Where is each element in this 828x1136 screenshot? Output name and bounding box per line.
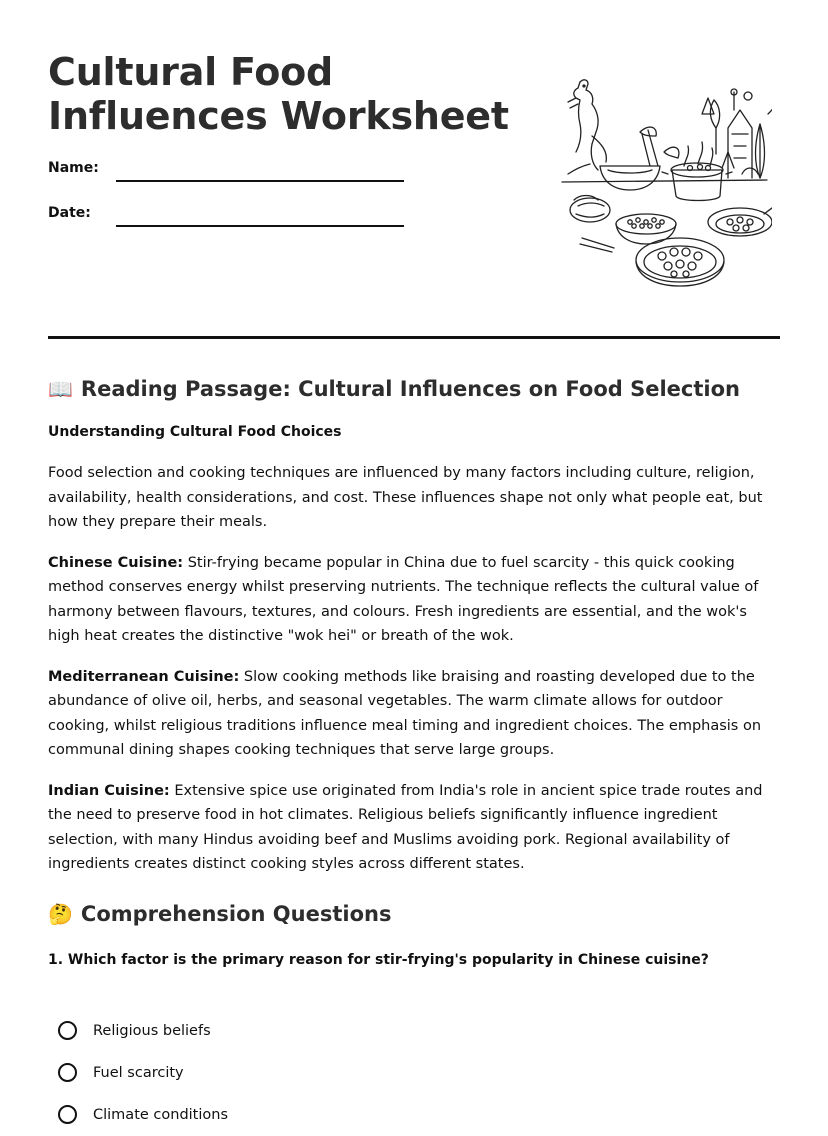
radio-button[interactable] [58, 1105, 77, 1124]
thinking-face-icon: 🤔 [48, 901, 73, 926]
comprehension-questions-heading [48, 897, 782, 931]
mediterranean-cuisine-label: Mediterranean Cuisine: [48, 668, 240, 685]
chinese-cuisine-label: Chinese Cuisine: [48, 554, 184, 571]
reading-intro-paragraph: Food selection and cooking techniques are influenced by many factors including culture, religion, availability, health considerations, and cost. These influences shape not only what people eat, but how they prepare their meals. [48, 465, 763, 530]
indian-cuisine-label: Indian Cuisine: [48, 782, 170, 799]
radio-button[interactable] [58, 1021, 77, 1040]
option-label: Fuel scarcity [93, 1064, 184, 1081]
option-label: Religious beliefs [93, 1022, 211, 1039]
name-field[interactable] [116, 180, 404, 182]
mediterranean-cuisine-paragraph [48, 665, 782, 763]
radio-button[interactable] [58, 1063, 77, 1082]
comprehension-questions-title: Comprehension Questions [80, 901, 392, 926]
reading-passage-title: Reading Passage: Cultural Influences on Food Selection [80, 377, 740, 401]
open-book-icon: 📖 [48, 377, 73, 401]
comprehension-questions-section [48, 897, 782, 1136]
worksheet-content [48, 372, 782, 1136]
question-1-text: 1. Which factor is the primary reason for stir-frying's popularity in Chinese cuisine? [48, 951, 709, 968]
name-label: Name: [48, 160, 99, 176]
indian-cuisine-paragraph [48, 779, 782, 877]
worksheet-header [48, 48, 780, 328]
chinese-cuisine-text: Stir-frying became popular in China due to fuel scarcity - this quick cooking method conserves energy whilst preserving nutrients. The technique reflects the cultural value of harmony between flavours, textures, and colours. Fresh ingredients are essential, and the wok's high heat creates the distinctive "wok hei" or breath of the wok. [48, 554, 759, 644]
chinese-cuisine-paragraph [48, 551, 782, 649]
page-title: Cultural Food Influences Worksheet [48, 50, 509, 138]
date-label: Date: [48, 205, 91, 221]
reading-passage-section [48, 372, 782, 877]
section-divider [48, 336, 780, 339]
reading-passage-heading [48, 372, 782, 406]
date-field[interactable] [116, 225, 404, 227]
indian-cuisine-text: Extensive spice use originated from India's role in ancient spice trade routes and the need to preserve food in hot climates. Religious beliefs significantly influence ingredient selection, with many Hindus avoiding beef and Muslims avoiding pork. Regional availability of ingredients creates distinct cooking styles across different states. [48, 782, 763, 872]
reading-subheading: Understanding Cultural Food Choices [48, 424, 342, 440]
question-1-option-fuel-scarcity[interactable] [58, 1052, 782, 1094]
option-label: Climate conditions [93, 1106, 229, 1123]
question-1-option-religious-beliefs[interactable] [58, 1010, 782, 1052]
question-1-option-climate-conditions[interactable] [58, 1094, 782, 1136]
question-1-options [48, 1010, 782, 1136]
mediterranean-cuisine-text: Slow cooking methods like braising and roasting developed due to the abundance of olive oil, herbs, and seasonal vegetables. The warm climate allows for outdoor cooking, whilst religious traditions influence meal timing and ingredient choices. The emphasis on communal dining shapes cooking techniques that serve large groups. [48, 668, 762, 758]
world-cuisine-illustration-icon [522, 74, 772, 294]
